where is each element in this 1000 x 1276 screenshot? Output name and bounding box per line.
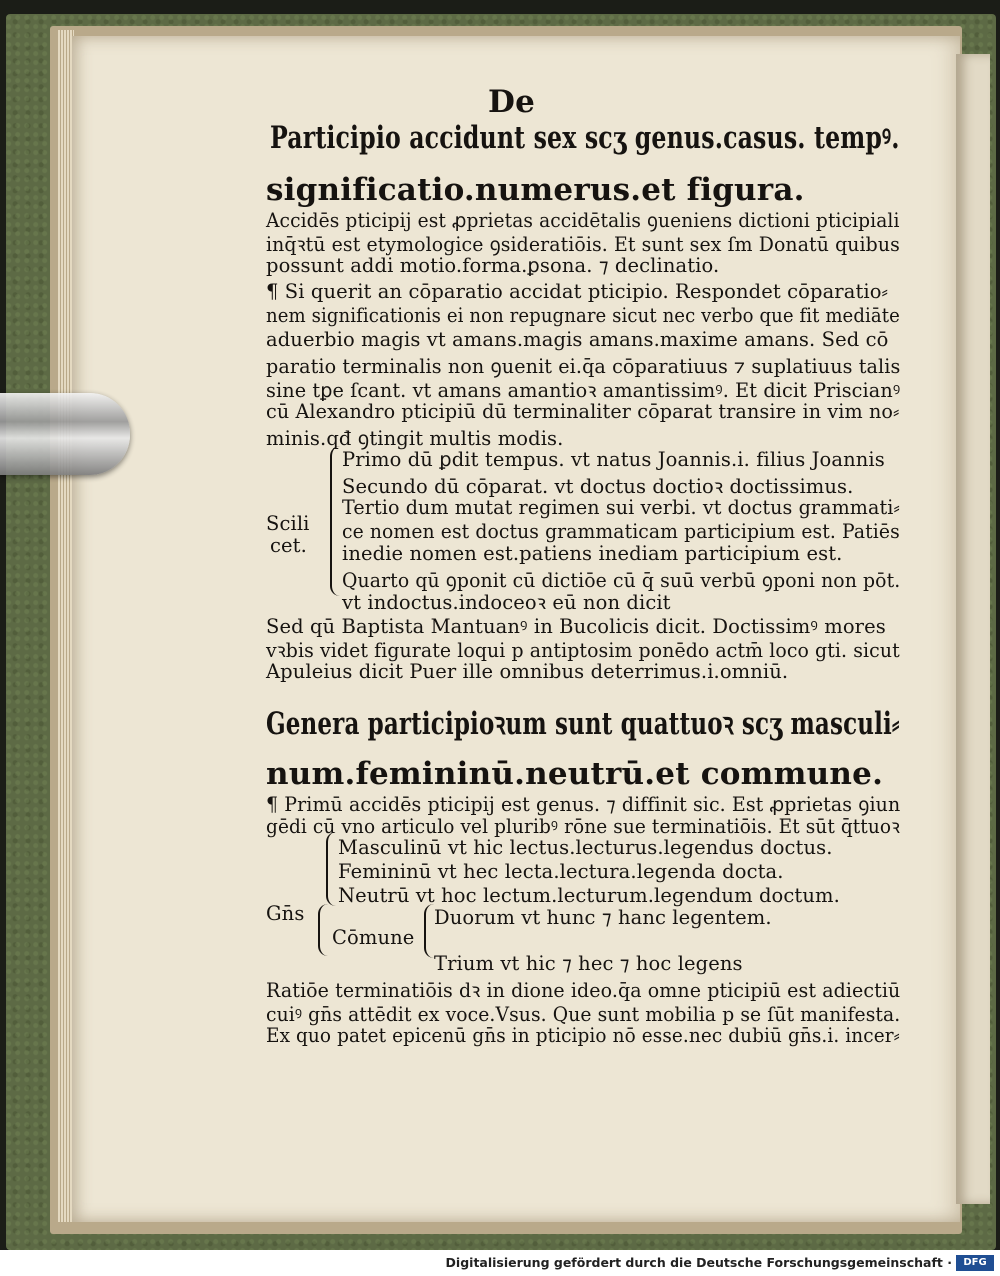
text-line-l06: possunt addi motio.forma.ꝑsona. ⁊ declinatio. bbox=[266, 254, 720, 277]
text-line-l25: Apuleius dicit Puer ille omnibus deterrimus.i.omniū. bbox=[266, 660, 789, 683]
text-line-l38: cuiꝰ gn̄s attēdit ex voce.Vsus. Que sunt mobilia p se ſūt manifesta. bbox=[266, 1003, 901, 1026]
text-line-l12: cū Alexandro pticipiū dū terminaliter cōparat transire in vim no⸗ bbox=[266, 400, 900, 423]
text-line-l21: Quarto qū ꝯponit cū dictiōe cū q̄ suū verbū ꝯponi non pōt. bbox=[342, 569, 901, 592]
text-line-l16: Tertio dum mutat regimen sui verbi. vt doctus grammati⸗ bbox=[342, 496, 900, 519]
facing-page-edge bbox=[956, 54, 990, 1204]
text-line-l34: Duorum vt hunc ⁊ hanc legentem. bbox=[434, 906, 772, 929]
dfg-logo: DFG bbox=[956, 1255, 994, 1271]
text-line-l11: sine tꝑe ſcant. vt amans amantioꝛ amantissimꝰ. Et dicit Priscianꝰ bbox=[266, 379, 901, 402]
brace-commune bbox=[424, 904, 436, 958]
text-line-l13: minis.qđ ꝯtingit multis modis. bbox=[266, 427, 564, 450]
text-line-l33: Gn̄s bbox=[266, 902, 305, 925]
text-line-l17: Scili bbox=[266, 512, 310, 535]
text-line-l14: Primo dū ꝑdit tempus. vt natus Joannis.i. filius Joannis bbox=[342, 448, 885, 471]
text-line-l04: Accidēs pticipij est ꝓprietas accidētalis ꝯueniens dictioni pticipiali bbox=[266, 209, 900, 232]
page-clip bbox=[0, 393, 130, 475]
text-line-l07: ¶ Si querit an cōparatio accidat pticipio. Respondet cōparatio⸗ bbox=[266, 280, 889, 303]
text-line-l03: significatio.numerus.et figura. bbox=[266, 172, 805, 208]
brace-genera bbox=[326, 832, 338, 906]
text-line-l28: ¶ Primū accidēs pticipij est genus. ⁊ diffinit sic. Est ꝓprietas ꝯiun bbox=[266, 793, 901, 816]
text-line-l02: Participio accidunt sex scʒ genus.casus. tempꝰ. bbox=[270, 120, 900, 156]
text-line-l27: num.femininū.neutrū.et commune. bbox=[266, 756, 884, 792]
text-line-l37: Ratiōe terminatiōis dꝛ in dione ideo.q̄a omne pticipiū est adiectiū bbox=[266, 979, 901, 1002]
text-line-l09: aduerbio magis vt amans.magis amans.maxime amans. Sed cō bbox=[266, 328, 889, 351]
text-line-l30: Masculinū vt hic lectus.lecturus.legendus doctus. bbox=[338, 836, 833, 859]
text-line-l35: Cōmune bbox=[332, 926, 415, 949]
footer-bar bbox=[0, 1250, 1000, 1276]
text-line-l26: Genera participioꝛum sunt quattuoꝛ scʒ masculi⸗ bbox=[266, 706, 900, 742]
text-line-l24: vꝛbis videt figurate loqui p antiptosim ponēdo actm̄ loco gti. sicut bbox=[266, 639, 900, 662]
text-line-l08: nem significationis ei non repugnare sicut nec verbo que fit mediāte bbox=[266, 304, 900, 327]
text-line-l31: Femininū vt hec lecta.lectura.legenda docta. bbox=[338, 860, 784, 883]
text-line-l10: paratio terminalis non ꝯuenit ei.q̄a cōparatiuus ⁊ suplatiuus talis bbox=[266, 355, 901, 378]
text-line-l19: cet. bbox=[270, 534, 307, 557]
text-line-l05: inq̄ꝛtū est etymologice ꝯsideratiōis. Et sunt sex ſm Donatū quibus bbox=[266, 233, 900, 256]
brace-scilicet bbox=[330, 446, 344, 596]
footer-credit: Digitalisierung gefördert durch die Deutsche Forschungsgemeinschaft · bbox=[445, 1255, 952, 1270]
text-line-l29: gēdi cū vno articulo vel pluribꝰ rōne sue terminatiōis. Et sūt q̄ttuoꝛ bbox=[266, 815, 900, 838]
text-line-l32: Neutrū vt hoc lectum.lecturum.legendum doctum. bbox=[338, 884, 840, 907]
text-line-l18: ce nomen est doctus grammaticam participium est. Patiēs bbox=[342, 520, 900, 543]
text-line-l22: vt indoctus.indoceoꝛ eū non dicit bbox=[342, 591, 671, 614]
brace-gns bbox=[318, 904, 330, 956]
text-line-l15: Secundo dū cōparat. vt doctus doctioꝛ doctissimus. bbox=[342, 475, 854, 498]
text-line-l23: Sed qū Baptista Mantuanꝰ in Bucolicis dicit. Doctissimꝰ mores bbox=[266, 615, 886, 638]
text-line-l01: De bbox=[488, 84, 536, 120]
text-line-l39: Ex quo patet epicenū gn̄s in pticipio nō esse.nec dubiū gn̄s.i. incer⸗ bbox=[266, 1024, 900, 1047]
text-line-l20: inedie nomen est.patiens inediam participium est. bbox=[342, 542, 843, 565]
text-line-l36: Trium vt hic ⁊ hec ⁊ hoc legens bbox=[434, 952, 743, 975]
